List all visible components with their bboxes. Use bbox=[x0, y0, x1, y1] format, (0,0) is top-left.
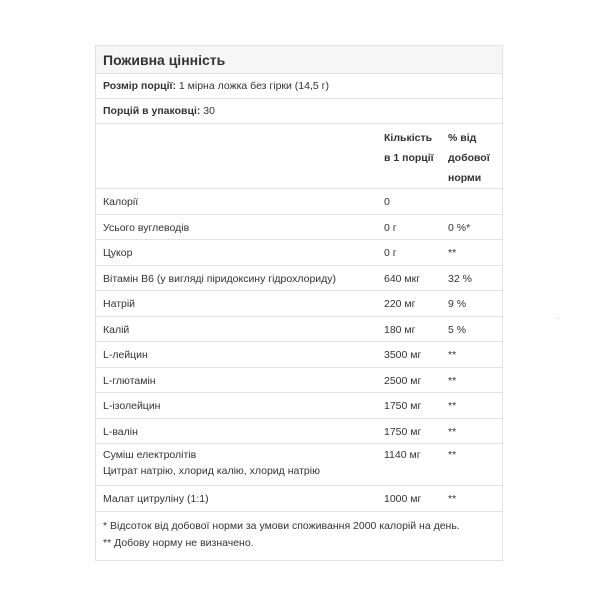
nutrient-name: L-валін bbox=[96, 418, 379, 444]
nutrient-daily-value: 9 % bbox=[441, 291, 502, 317]
nutrient-amount: 0 г bbox=[379, 240, 441, 266]
footnote-not-established: ** Добову норму не визначено. bbox=[103, 536, 254, 549]
serving-size-row bbox=[96, 74, 502, 99]
table-row bbox=[96, 189, 502, 215]
nutrient-sub-ingredients: Цитрат натрію, хлорид калію, хлорид натрію bbox=[103, 465, 320, 477]
nutrient-name-cell bbox=[96, 444, 379, 486]
servings-value: 30 bbox=[200, 105, 215, 117]
nutrient-daily-value: ** bbox=[441, 367, 502, 393]
nutrient-daily-value: ** bbox=[441, 393, 502, 419]
nutrient-daily-value: ** bbox=[441, 486, 502, 512]
table-row bbox=[96, 265, 502, 291]
nutrient-name: Цукор bbox=[96, 240, 379, 266]
nutrient-name: Малат цитруліну (1:1) bbox=[96, 486, 379, 512]
nutrient-name: Усього вуглеводів bbox=[96, 214, 379, 240]
header-nutrient bbox=[96, 124, 379, 189]
nutrient-amount: 0 г bbox=[379, 214, 441, 240]
table-row bbox=[96, 291, 502, 317]
serving-size-label: Розмір порції: bbox=[103, 80, 176, 92]
table-row bbox=[96, 486, 502, 512]
table-row bbox=[96, 393, 502, 419]
nutrient-name: L-лейцин bbox=[96, 342, 379, 368]
nutrient-daily-value: 32 % bbox=[441, 265, 502, 291]
table-row bbox=[96, 418, 502, 444]
nutrient-daily-value: ** bbox=[441, 342, 502, 368]
nutrition-facts-panel bbox=[95, 45, 503, 561]
nutrient-daily-value: ** bbox=[441, 240, 502, 266]
table-row bbox=[96, 444, 502, 486]
footnotes bbox=[96, 512, 502, 560]
panel-title: Поживна цінність bbox=[96, 46, 502, 74]
nutrient-name: Калорії bbox=[96, 189, 379, 215]
nutrient-name: L-ізолейцин bbox=[96, 393, 379, 419]
nutrient-daily-value: 5 % bbox=[441, 316, 502, 342]
nutrient-amount: 0 bbox=[379, 189, 441, 215]
nutrient-amount: 180 мг bbox=[379, 316, 441, 342]
table-row bbox=[96, 342, 502, 368]
table-row bbox=[96, 316, 502, 342]
nutrient-daily-value: ** bbox=[441, 444, 502, 486]
footnote-daily-value: * Відсоток від добової норми за умови споживання 2000 калорій на день. bbox=[103, 519, 460, 532]
serving-size-value: 1 мірна ложка без гірки (14,5 г) bbox=[175, 80, 329, 92]
nutrient-amount: 1750 мг bbox=[379, 418, 441, 444]
nutrient-daily-value bbox=[441, 189, 502, 215]
nutrient-amount: 1750 мг bbox=[379, 393, 441, 419]
nutrient-name: Натрій bbox=[96, 291, 379, 317]
header-amount-per-serving: Кількість в 1 порції bbox=[379, 124, 441, 189]
header-daily-value: % від добової норми bbox=[441, 124, 502, 189]
nutrient-amount: 1000 мг bbox=[379, 486, 441, 512]
stray-mark bbox=[557, 318, 559, 319]
nutrient-amount: 2500 мг bbox=[379, 367, 441, 393]
nutrient-amount: 1140 мг bbox=[379, 444, 441, 486]
nutrition-table bbox=[96, 124, 502, 512]
table-header-row bbox=[96, 124, 502, 189]
servings-per-container-row bbox=[96, 99, 502, 124]
nutrient-daily-value: ** bbox=[441, 418, 502, 444]
nutrient-amount: 640 мкг bbox=[379, 265, 441, 291]
nutrient-name: Вітамін B6 (у вигляді піридоксину гідрохлориду) bbox=[96, 265, 379, 291]
nutrient-name: Калій bbox=[96, 316, 379, 342]
table-row bbox=[96, 240, 502, 266]
nutrient-amount: 3500 мг bbox=[379, 342, 441, 368]
nutrient-name: L-глютамін bbox=[96, 367, 379, 393]
nutrient-daily-value: 0 %* bbox=[441, 214, 502, 240]
table-row bbox=[96, 214, 502, 240]
nutrient-name: Суміш електролітів bbox=[103, 449, 197, 461]
table-row bbox=[96, 367, 502, 393]
nutrient-amount: 220 мг bbox=[379, 291, 441, 317]
servings-label: Порцій в упаковці: bbox=[103, 105, 201, 117]
